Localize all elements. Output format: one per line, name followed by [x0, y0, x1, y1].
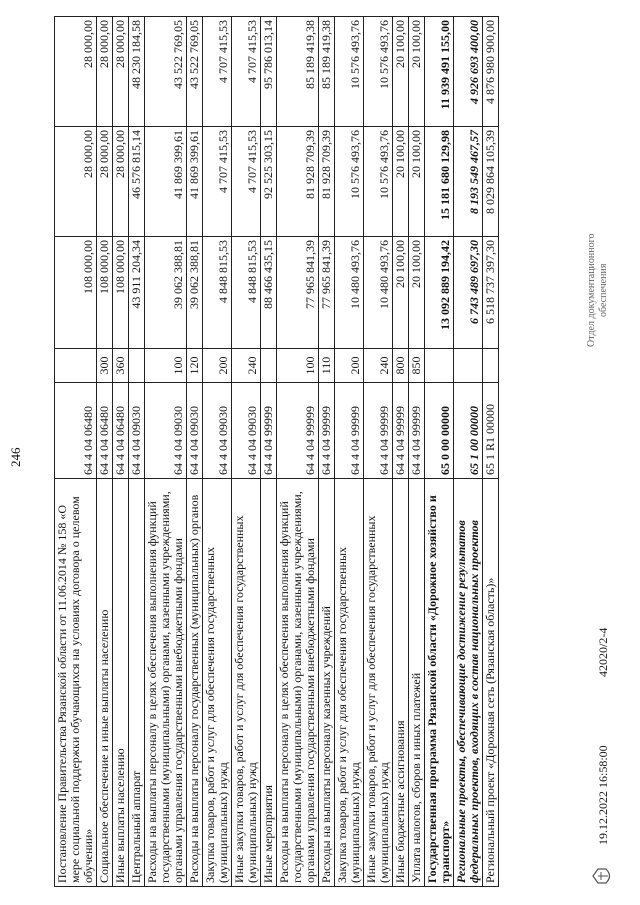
table-row: [145, 17, 187, 887]
row-name: Расходы на выплаты персоналу в целях обеспечения выполнения функций государственными (муниципальными) органами, казенными учреждениями, органами управления государственными внебюджетными фондами: [277, 479, 319, 887]
table-row: [113, 17, 129, 887]
row-amount-3: 43 522 769,05: [187, 17, 203, 127]
row-code: 65 1 R1 00000: [483, 383, 499, 479]
row-name: Государственная программа Рязанской области «Дорожное хозяйство и транспорт»: [425, 479, 454, 887]
row-amount-3: 4 876 980 900,00: [483, 17, 499, 127]
table-row: [261, 17, 277, 887]
row-type: [483, 349, 499, 383]
row-code: 65 0 00 00000: [425, 383, 454, 479]
row-code: 64 4 04 99999: [319, 383, 335, 479]
row-code: 65 1 00 00000: [454, 383, 483, 479]
row-amount-1: 20 100,00: [409, 237, 425, 349]
row-amount-3: 4 707 415,53: [203, 17, 232, 127]
row-type: [129, 349, 145, 383]
row-amount-2: 4 707 415,53: [203, 127, 232, 237]
row-amount-3: 85 189 419,38: [277, 17, 319, 127]
row-type: 110: [319, 349, 335, 383]
row-name: Закупка товаров, работ и услуг для обеспечения государственных (муниципальных) нужд: [203, 479, 232, 887]
row-name: Иные мероприятия: [261, 479, 277, 887]
row-amount-3: 28 000,00: [113, 17, 129, 127]
row-amount-1: 108 000,00: [97, 237, 113, 349]
row-amount-3: 43 522 769,05: [145, 17, 187, 127]
table-row: [319, 17, 335, 887]
row-amount-2: 81 928 709,39: [277, 127, 319, 237]
table-row: [483, 17, 499, 887]
stamp-line-1: Отдел документационного: [586, 233, 597, 347]
row-name: Расходы на выплаты персоналу в целях обеспечения выполнения функций государственными (муниципальными) органами, казенными учреждениями, органами управления государственными внебюджетными фондами: [145, 479, 187, 887]
row-code: 64 4 04 99999: [364, 383, 393, 479]
row-amount-2: 20 100,00: [409, 127, 425, 237]
row-type: [55, 349, 97, 383]
row-amount-3: 4 707 415,53: [232, 17, 261, 127]
row-type: [425, 349, 454, 383]
row-amount-1: 77 965 841,39: [277, 237, 319, 349]
row-amount-1: 108 000,00: [55, 237, 97, 349]
row-name: Постановление Правительства Рязанской области от 11.06.2014 № 158 «О мере социальной поддержки обучающихся на условиях договора о целевом обучении»: [55, 479, 97, 887]
row-code: 64 4 04 09030: [232, 383, 261, 479]
row-amount-1: 39 062 388,81: [145, 237, 187, 349]
emblem-icon: [592, 867, 614, 885]
row-type: [454, 349, 483, 383]
row-amount-2: 28 000,00: [97, 127, 113, 237]
table-row: [364, 17, 393, 887]
footer-datetime: 19.12.2022 16:58:00: [596, 745, 610, 845]
row-name: Иные бюджетные ассигнования: [393, 479, 409, 887]
row-type: 100: [277, 349, 319, 383]
table-row: [232, 17, 261, 887]
table-row: [277, 17, 319, 887]
row-name: Региональный проект «Дорожная сеть (Рязанская область)»: [483, 479, 499, 887]
row-name: Иные закупки товаров, работ и услуг для обеспечения государственных (муниципальных) нужд: [232, 479, 261, 887]
table-row: [55, 17, 97, 887]
row-code: 64 4 04 99999: [335, 383, 364, 479]
row-type: 120: [187, 349, 203, 383]
row-amount-1: 10 480 493,76: [335, 237, 364, 349]
table-row: [409, 17, 425, 887]
row-code: 64 4 04 06480: [55, 383, 97, 479]
row-type: [261, 349, 277, 383]
row-code: 64 4 04 09030: [145, 383, 187, 479]
row-amount-1: 88 466 435,15: [261, 237, 277, 349]
page-number: 246: [8, 447, 23, 467]
row-type: 100: [145, 349, 187, 383]
row-amount-3: 20 100,00: [393, 17, 409, 127]
row-code: 64 4 04 09030: [187, 383, 203, 479]
table-row: [97, 17, 113, 887]
row-amount-3: 11 939 491 155,00: [425, 17, 454, 127]
row-name: Региональные проекты, обеспечивающие достижение результатов федеральных проектов, входящих в состав национальных проектов: [454, 479, 483, 887]
department-stamp: [586, 234, 610, 347]
row-code: 64 4 04 99999: [261, 383, 277, 479]
row-type: 850: [409, 349, 425, 383]
row-amount-2: 4 707 415,53: [232, 127, 261, 237]
row-amount-1: 6 518 737 397,30: [483, 237, 499, 349]
row-amount-2: 92 525 303,15: [261, 127, 277, 237]
table-row: [393, 17, 409, 887]
row-amount-2: 28 000,00: [113, 127, 129, 237]
row-amount-2: 81 928 709,39: [319, 127, 335, 237]
row-amount-3: 20 100,00: [409, 17, 425, 127]
row-code: 64 4 04 09030: [203, 383, 232, 479]
row-name: Центральный аппарат: [129, 479, 145, 887]
table-row: [129, 17, 145, 887]
row-amount-3: 48 230 184,58: [129, 17, 145, 127]
row-type: 240: [364, 349, 393, 383]
row-amount-1: 20 100,00: [393, 237, 409, 349]
row-amount-2: 41 869 399,61: [145, 127, 187, 237]
row-amount-2: 28 000,00: [55, 127, 97, 237]
row-code: 64 4 04 99999: [393, 383, 409, 479]
row-amount-2: 8 029 864 105,39: [483, 127, 499, 237]
row-type: 200: [203, 349, 232, 383]
row-type: 300: [97, 349, 113, 383]
row-name: Уплата налогов, сборов и иных платежей: [409, 479, 425, 887]
row-code: 64 4 04 09030: [129, 383, 145, 479]
table-row: [203, 17, 232, 887]
row-code: 64 4 04 99999: [409, 383, 425, 479]
row-type: 200: [335, 349, 364, 383]
row-name: Социальное обеспечение и иные выплаты населению: [97, 479, 113, 887]
budget-table: [54, 16, 499, 887]
row-name: Закупка товаров, работ и услуг для обеспечения государственных (муниципальных) нужд: [335, 479, 364, 887]
row-type: 800: [393, 349, 409, 383]
table-row: [425, 17, 454, 887]
row-amount-2: 20 100,00: [393, 127, 409, 237]
row-amount-2: 15 181 680 129,98: [425, 127, 454, 237]
row-amount-3: 85 189 419,38: [319, 17, 335, 127]
row-amount-1: 39 062 388,81: [187, 237, 203, 349]
row-name: Расходы на выплаты персоналу государственных (муниципальных) органов: [187, 479, 203, 887]
row-amount-1: 6 743 489 697,30: [454, 237, 483, 349]
row-code: 64 4 04 99999: [277, 383, 319, 479]
row-amount-1: 108 000,00: [113, 237, 129, 349]
row-name: Иные выплаты населению: [113, 479, 129, 887]
row-amount-2: 46 576 815,14: [129, 127, 145, 237]
table-row: [454, 17, 483, 887]
row-code: 64 4 04 06480: [97, 383, 113, 479]
footer-doc-id: 42020/2-4: [596, 627, 610, 677]
row-amount-3: 4 926 693 400,00: [454, 17, 483, 127]
row-amount-2: 8 193 549 467,57: [454, 127, 483, 237]
row-amount-1: 43 911 204,34: [129, 237, 145, 349]
row-amount-1: 10 480 493,76: [364, 237, 393, 349]
row-amount-3: 28 000,00: [55, 17, 97, 127]
row-amount-1: 77 965 841,39: [319, 237, 335, 349]
table-row: [187, 17, 203, 887]
row-code: 64 4 04 06480: [113, 383, 129, 479]
row-amount-3: 10 576 493,76: [364, 17, 393, 127]
budget-table-body: [55, 17, 499, 887]
stamp-line-2: обеспечения: [598, 263, 609, 317]
row-name: Иные закупки товаров, работ и услуг для обеспечения государственных (муниципальных) нужд: [364, 479, 393, 887]
row-amount-1: 4 848 815,53: [232, 237, 261, 349]
row-amount-3: 28 000,00: [97, 17, 113, 127]
row-amount-3: 10 576 493,76: [335, 17, 364, 127]
table-row: [335, 17, 364, 887]
row-name: Расходы на выплаты персоналу казенных учреждений: [319, 479, 335, 887]
row-amount-2: 41 869 399,61: [187, 127, 203, 237]
row-amount-1: 13 092 889 194,42: [425, 237, 454, 349]
row-type: 360: [113, 349, 129, 383]
row-amount-3: 95 786 013,14: [261, 17, 277, 127]
row-amount-2: 10 576 493,76: [335, 127, 364, 237]
row-amount-2: 10 576 493,76: [364, 127, 393, 237]
row-amount-1: 4 848 815,53: [203, 237, 232, 349]
row-type: 240: [232, 349, 261, 383]
